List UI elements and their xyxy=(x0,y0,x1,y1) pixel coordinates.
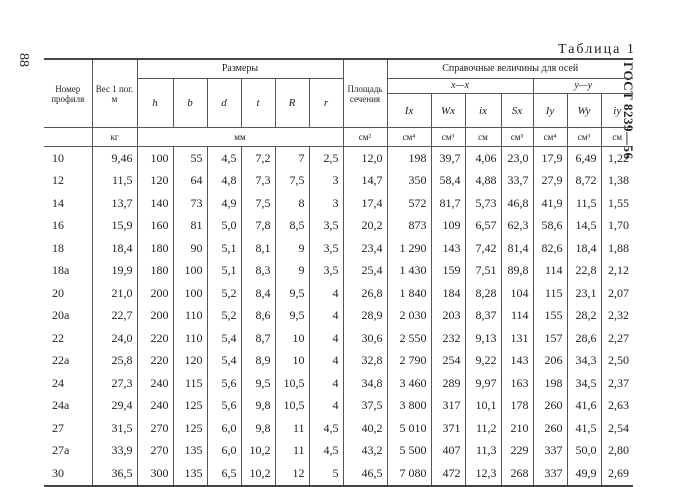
table-cell: 46,5 xyxy=(343,462,387,486)
table-cell: 10 xyxy=(52,150,64,165)
table-cell: 4 xyxy=(309,372,343,395)
table-cell: 9,22 xyxy=(465,350,501,373)
table-cell: 8,7 xyxy=(241,327,275,350)
table-cell: 14,7 xyxy=(343,170,387,193)
table-cell: 46,8 xyxy=(501,192,533,215)
table-cell: 9 xyxy=(275,260,309,283)
table-cell: 337 xyxy=(533,462,567,486)
table-cell: 198 xyxy=(387,147,431,170)
table-cell: 2,63 xyxy=(601,395,633,418)
table-cell: 4,88 xyxy=(465,170,501,193)
table-row xyxy=(44,170,633,193)
table-cell: 11 xyxy=(275,417,309,440)
table-cell: 8,28 xyxy=(465,282,501,305)
table-cell: 178 xyxy=(501,395,533,418)
header-h: h xyxy=(137,79,173,128)
table-cell: 10,5 xyxy=(275,395,309,418)
table-cell: 2,27 xyxy=(601,327,633,350)
table-cell: 73 xyxy=(173,192,207,215)
table-cell: 6,0 xyxy=(207,440,241,463)
table-cell: 41,5 xyxy=(567,417,601,440)
header-profile: Номер профиля xyxy=(51,83,85,104)
table-cell: 472 xyxy=(431,462,465,486)
table-row xyxy=(44,282,633,305)
table-cell: 3 460 xyxy=(387,372,431,395)
table-cell: 24a xyxy=(52,398,70,413)
table-cell: 2,12 xyxy=(601,260,633,283)
table-cell: 1 840 xyxy=(387,282,431,305)
unit-area: см² xyxy=(343,128,387,147)
page-number: 88 xyxy=(16,53,31,67)
table-cell: 8,37 xyxy=(465,305,501,328)
table-cell: 21,0 xyxy=(92,282,137,305)
table-cell: 10,1 xyxy=(465,395,501,418)
table-cell: 115 xyxy=(533,282,567,305)
table-cell: 3 xyxy=(309,192,343,215)
table-cell: 3 xyxy=(309,170,343,193)
table-cell: 180 xyxy=(137,260,173,283)
table-cell: 4 xyxy=(309,350,343,373)
table-cell: 9,5 xyxy=(275,282,309,305)
table-cell: 18,4 xyxy=(567,237,601,260)
table-cell: 20,2 xyxy=(343,215,387,238)
table-cell: 31,5 xyxy=(92,417,137,440)
table-cell: 62,3 xyxy=(501,215,533,238)
table-row xyxy=(44,350,633,373)
table-cell: 40,2 xyxy=(343,417,387,440)
unit-Sx: см³ xyxy=(501,128,533,147)
header-axis-y: y—y xyxy=(533,79,633,94)
table-cell: 2,32 xyxy=(601,305,633,328)
table-cell: 2,69 xyxy=(601,462,633,486)
header-Wx: Wx xyxy=(431,94,465,128)
table-cell: 180 xyxy=(137,237,173,260)
table-cell: 873 xyxy=(387,215,431,238)
table-row xyxy=(44,260,633,283)
table-cell: 1,22 xyxy=(601,147,633,170)
unit-dims: мм xyxy=(137,128,343,147)
table-cell: 9,97 xyxy=(465,372,501,395)
table-row xyxy=(44,147,633,170)
table-cell: 90 xyxy=(173,237,207,260)
table-cell: 5 500 xyxy=(387,440,431,463)
table-cell: 5,6 xyxy=(207,395,241,418)
table-cell: 1,38 xyxy=(601,170,633,193)
table-cell: 7,8 xyxy=(241,215,275,238)
table-cell: 43,2 xyxy=(343,440,387,463)
header-ix: ix xyxy=(465,94,501,128)
table-cell: 317 xyxy=(431,395,465,418)
table-cell: 7,3 xyxy=(241,170,275,193)
table-cell: 22,8 xyxy=(567,260,601,283)
table-cell: 4 xyxy=(309,395,343,418)
table-cell: 22a xyxy=(52,353,70,368)
table-cell: 300 xyxy=(137,462,173,486)
table-cell: 5 xyxy=(309,462,343,486)
table-cell: 5,1 xyxy=(207,260,241,283)
table-cell: 1,55 xyxy=(601,192,633,215)
table-cell: 4,5 xyxy=(309,440,343,463)
table-cell: 5,2 xyxy=(207,282,241,305)
header-iy: iy xyxy=(601,94,633,128)
table-cell: 6,0 xyxy=(207,417,241,440)
table-cell: 50,0 xyxy=(567,440,601,463)
table-title: Таблица 1 xyxy=(558,42,636,57)
table-cell: 100 xyxy=(137,147,173,170)
header-area: Площадь сечения xyxy=(343,59,387,128)
table-cell: 10,2 xyxy=(241,462,275,486)
table-cell: 34,8 xyxy=(343,372,387,395)
table-row xyxy=(44,237,633,260)
header-r: r xyxy=(309,79,343,128)
table-cell: 110 xyxy=(173,305,207,328)
table-cell: 28,9 xyxy=(343,305,387,328)
table-cell: 9,5 xyxy=(241,372,275,395)
table-cell: 22 xyxy=(52,330,64,345)
table-cell: 7,51 xyxy=(465,260,501,283)
table-cell: 25,8 xyxy=(92,350,137,373)
table-cell: 4,8 xyxy=(207,170,241,193)
table-cell: 12,3 xyxy=(465,462,501,486)
table-cell: 37,5 xyxy=(343,395,387,418)
table-cell: 5,4 xyxy=(207,350,241,373)
table-cell: 20a xyxy=(52,308,70,323)
table-cell: 2 550 xyxy=(387,327,431,350)
table-cell: 4,9 xyxy=(207,192,241,215)
table-cell: 232 xyxy=(431,327,465,350)
table-cell: 10 xyxy=(275,350,309,373)
table-cell: 115 xyxy=(173,372,207,395)
table-cell: 5 010 xyxy=(387,417,431,440)
table-cell: 155 xyxy=(533,305,567,328)
unit-iy: см xyxy=(601,128,633,147)
table-cell: 8,4 xyxy=(241,282,275,305)
table-cell: 7 080 xyxy=(387,462,431,486)
table-cell: 81,4 xyxy=(501,237,533,260)
table-cell: 5,2 xyxy=(207,305,241,328)
table-cell: 5,4 xyxy=(207,327,241,350)
table-cell: 33,7 xyxy=(501,170,533,193)
table-cell: 18,4 xyxy=(92,237,137,260)
table-cell: 200 xyxy=(137,282,173,305)
table-cell: 220 xyxy=(137,350,173,373)
table-cell: 240 xyxy=(137,372,173,395)
table-cell: 9,46 xyxy=(92,147,137,170)
table-cell: 100 xyxy=(173,282,207,305)
table-cell: 110 xyxy=(173,327,207,350)
table-cell: 131 xyxy=(501,327,533,350)
table-cell: 120 xyxy=(173,350,207,373)
table-cell: 114 xyxy=(533,260,567,283)
table-cell: 10,2 xyxy=(241,440,275,463)
table-cell: 32,8 xyxy=(343,350,387,373)
table-cell: 58,6 xyxy=(533,215,567,238)
table-cell: 206 xyxy=(533,350,567,373)
table-cell: 254 xyxy=(431,350,465,373)
table-cell: 25,4 xyxy=(343,260,387,283)
table-cell: 41,6 xyxy=(567,395,601,418)
table-cell: 157 xyxy=(533,327,567,350)
table-cell: 2,5 xyxy=(309,147,343,170)
table-cell: 58,4 xyxy=(431,170,465,193)
table-cell: 11,3 xyxy=(465,440,501,463)
table-cell: 260 xyxy=(533,395,567,418)
table-cell: 11,2 xyxy=(465,417,501,440)
table-cell: 28,6 xyxy=(567,327,601,350)
table-cell: 4 xyxy=(309,282,343,305)
header-dimensions: Размеры xyxy=(137,59,343,79)
unit-profile xyxy=(44,128,92,147)
table-cell: 10,5 xyxy=(275,372,309,395)
table-cell: 23,1 xyxy=(567,282,601,305)
header-d: d xyxy=(207,79,241,128)
table-cell: 8,5 xyxy=(275,215,309,238)
table-cell: 4,06 xyxy=(465,147,501,170)
table-row xyxy=(44,327,633,350)
table-cell: 39,7 xyxy=(431,147,465,170)
unit-weight: кг xyxy=(92,128,137,147)
table-cell: 143 xyxy=(431,237,465,260)
table-cell: 9,8 xyxy=(241,417,275,440)
table-cell: 7,5 xyxy=(241,192,275,215)
table-cell: 220 xyxy=(137,327,173,350)
table-cell: 6,5 xyxy=(207,462,241,486)
table-cell: 9,5 xyxy=(275,305,309,328)
table-cell: 12,0 xyxy=(343,147,387,170)
table-cell: 27,9 xyxy=(533,170,567,193)
table-cell: 17,4 xyxy=(343,192,387,215)
table-cell: 64 xyxy=(173,170,207,193)
table-cell: 7,5 xyxy=(275,170,309,193)
table-cell: 30,6 xyxy=(343,327,387,350)
table-cell: 140 xyxy=(137,192,173,215)
table-cell: 29,4 xyxy=(92,395,137,418)
table-cell: 34,5 xyxy=(567,372,601,395)
table-cell: 82,6 xyxy=(533,237,567,260)
table-cell: 125 xyxy=(173,417,207,440)
table-cell: 270 xyxy=(137,417,173,440)
table-cell: 11,5 xyxy=(567,192,601,215)
table-cell: 23,4 xyxy=(343,237,387,260)
table-cell: 120 xyxy=(137,170,173,193)
table-cell: 34,3 xyxy=(567,350,601,373)
table-cell: 18 xyxy=(52,240,64,255)
table-cell: 7,2 xyxy=(241,147,275,170)
table-cell: 24,0 xyxy=(92,327,137,350)
table-cell: 7,42 xyxy=(465,237,501,260)
table-cell: 114 xyxy=(501,305,533,328)
table-cell: 36,5 xyxy=(92,462,137,486)
unit-ix: см xyxy=(465,128,501,147)
table-cell: 26,8 xyxy=(343,282,387,305)
table-cell: 10 xyxy=(275,327,309,350)
table-cell: 8,6 xyxy=(241,305,275,328)
table-cell: 6,57 xyxy=(465,215,501,238)
table-cell: 4,5 xyxy=(207,147,241,170)
table-row xyxy=(44,395,633,418)
table-cell: 1,70 xyxy=(601,215,633,238)
table-cell: 3 800 xyxy=(387,395,431,418)
table-cell: 9 xyxy=(275,237,309,260)
table-cell: 41,9 xyxy=(533,192,567,215)
table-row xyxy=(44,192,633,215)
table-cell: 135 xyxy=(173,462,207,486)
table-cell: 12 xyxy=(275,462,309,486)
header-Sx: Sx xyxy=(501,94,533,128)
table-cell: 289 xyxy=(431,372,465,395)
table-cell: 1,88 xyxy=(601,237,633,260)
unit-Wy: см³ xyxy=(567,128,601,147)
table-cell: 337 xyxy=(533,440,567,463)
table-cell: 229 xyxy=(501,440,533,463)
table-cell: 27a xyxy=(52,443,70,458)
table-cell: 198 xyxy=(533,372,567,395)
table-cell: 2,37 xyxy=(601,372,633,395)
table-cell: 3,5 xyxy=(309,260,343,283)
table-row xyxy=(44,372,633,395)
table-cell: 24 xyxy=(52,375,64,390)
table-cell: 14 xyxy=(52,195,64,210)
unit-Wx: см³ xyxy=(431,128,465,147)
table-cell: 14,5 xyxy=(567,215,601,238)
table-cell: 270 xyxy=(137,440,173,463)
table-cell: 2,80 xyxy=(601,440,633,463)
table-cell: 33,9 xyxy=(92,440,137,463)
header-Wy: Wy xyxy=(567,94,601,128)
table-cell: 1 430 xyxy=(387,260,431,283)
table-cell: 5,6 xyxy=(207,372,241,395)
table-cell: 260 xyxy=(533,417,567,440)
table-cell: 16 xyxy=(52,218,64,233)
header-axis-x: x—x xyxy=(387,79,533,94)
table-cell: 49,9 xyxy=(567,462,601,486)
table-cell: 23,0 xyxy=(501,147,533,170)
table-cell: 3,5 xyxy=(309,237,343,260)
table-row xyxy=(44,305,633,328)
table-cell: 5,73 xyxy=(465,192,501,215)
table-cell: 125 xyxy=(173,395,207,418)
table-cell: 81,7 xyxy=(431,192,465,215)
table-row xyxy=(44,215,633,238)
unit-Ix: см⁴ xyxy=(387,128,431,147)
header-Iy: Iy xyxy=(533,94,567,128)
table-cell: 2,54 xyxy=(601,417,633,440)
table-cell: 240 xyxy=(137,395,173,418)
table-cell: 8,9 xyxy=(241,350,275,373)
unit-Iy: см⁴ xyxy=(533,128,567,147)
table-cell: 1 290 xyxy=(387,237,431,260)
table-body xyxy=(44,147,633,486)
table-cell: 135 xyxy=(173,440,207,463)
table-cell: 2,50 xyxy=(601,350,633,373)
table-cell: 184 xyxy=(431,282,465,305)
header-reference: Справочные величины для осей xyxy=(387,59,633,79)
table-cell: 159 xyxy=(431,260,465,283)
table-cell: 4,5 xyxy=(309,417,343,440)
table-cell: 5,0 xyxy=(207,215,241,238)
table-cell: 28,2 xyxy=(567,305,601,328)
table-cell: 4 xyxy=(309,305,343,328)
table-cell: 22,7 xyxy=(92,305,137,328)
table-cell: 8,1 xyxy=(241,237,275,260)
table-cell: 12 xyxy=(52,173,64,188)
table-cell: 11,5 xyxy=(92,170,137,193)
table-cell: 203 xyxy=(431,305,465,328)
table-cell: 81 xyxy=(173,215,207,238)
table-cell: 2 030 xyxy=(387,305,431,328)
table-cell: 407 xyxy=(431,440,465,463)
standard-label: ГОСТ 8239—56 xyxy=(621,62,636,160)
table-cell: 143 xyxy=(501,350,533,373)
table-cell: 9,8 xyxy=(241,395,275,418)
table-cell: 27,3 xyxy=(92,372,137,395)
table-cell: 160 xyxy=(137,215,173,238)
table-cell: 3,5 xyxy=(309,215,343,238)
table-cell: 4 xyxy=(309,327,343,350)
table-cell: 55 xyxy=(173,147,207,170)
table-cell: 18a xyxy=(52,263,70,278)
table-cell: 8,72 xyxy=(567,170,601,193)
table-cell: 17,9 xyxy=(533,147,567,170)
table-cell: 8,3 xyxy=(241,260,275,283)
table-cell: 350 xyxy=(387,170,431,193)
header-b: b xyxy=(173,79,207,128)
table-cell: 8 xyxy=(275,192,309,215)
header-weight: Вес 1 пог. м xyxy=(92,59,137,128)
table-row xyxy=(44,417,633,440)
table-cell: 5,1 xyxy=(207,237,241,260)
table-cell: 30 xyxy=(52,465,64,480)
table-cell: 572 xyxy=(387,192,431,215)
table-cell: 163 xyxy=(501,372,533,395)
table-cell: 200 xyxy=(137,305,173,328)
table-cell: 104 xyxy=(501,282,533,305)
profile-table xyxy=(44,58,633,487)
table-cell: 11 xyxy=(275,440,309,463)
table-cell: 2 790 xyxy=(387,350,431,373)
table-cell: 210 xyxy=(501,417,533,440)
table-cell: 268 xyxy=(501,462,533,486)
header-Ix: Ix xyxy=(387,94,431,128)
table-cell: 20 xyxy=(52,285,64,300)
table-cell: 100 xyxy=(173,260,207,283)
table-cell: 19,9 xyxy=(92,260,137,283)
table-cell: 9,13 xyxy=(465,327,501,350)
table-cell: 89,8 xyxy=(501,260,533,283)
table-cell: 2,07 xyxy=(601,282,633,305)
table-cell: 7 xyxy=(275,147,309,170)
table-cell: 6,49 xyxy=(567,147,601,170)
table-cell: 371 xyxy=(431,417,465,440)
header-t: t xyxy=(241,79,275,128)
table-cell: 13,7 xyxy=(92,192,137,215)
table-cell: 109 xyxy=(431,215,465,238)
header-R: R xyxy=(275,79,309,128)
table-row xyxy=(44,462,633,486)
table-cell: 15,9 xyxy=(92,215,137,238)
table-row xyxy=(44,440,633,463)
table-cell: 27 xyxy=(52,420,64,435)
